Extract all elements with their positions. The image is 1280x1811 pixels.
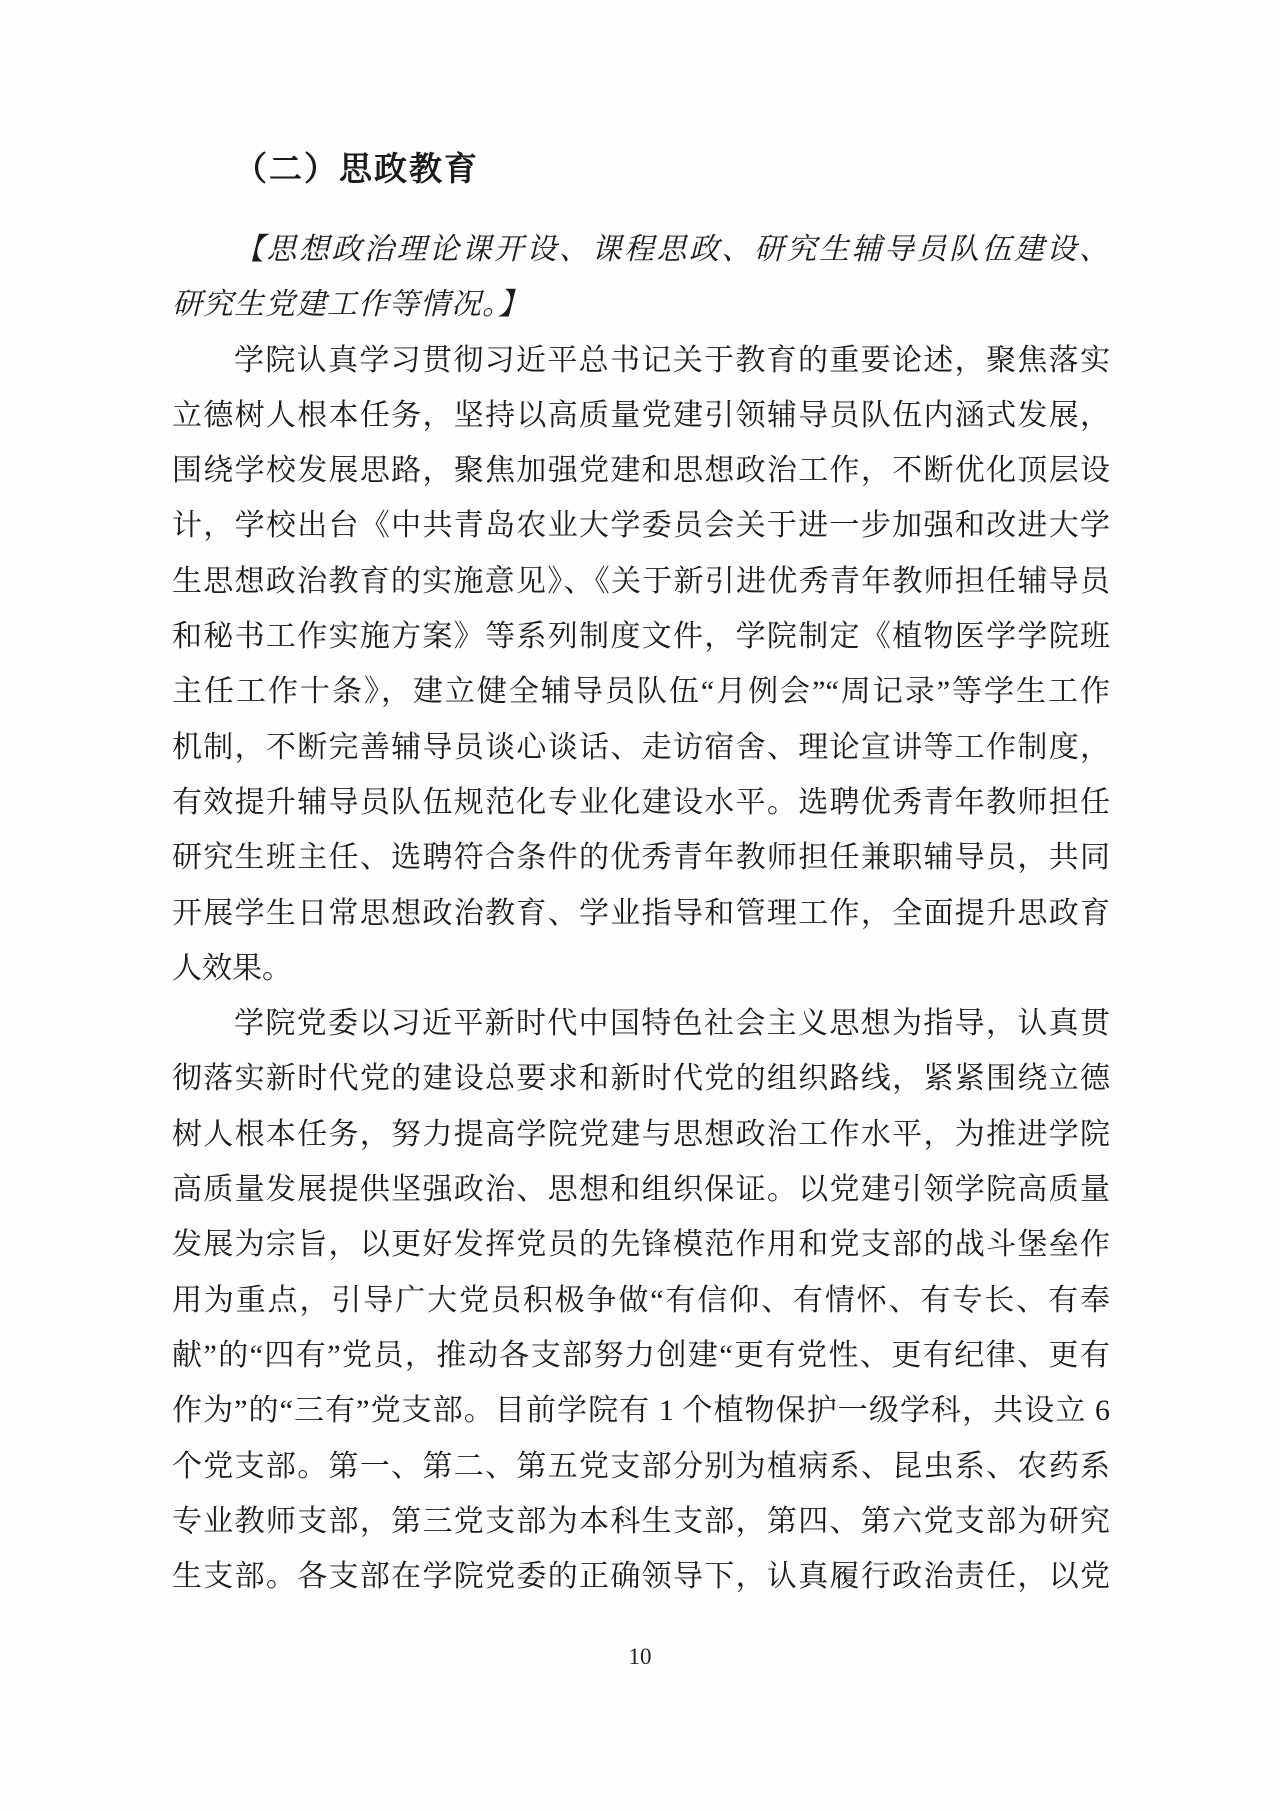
paragraph-line: 计，学校出台《中共青岛农业大学委员会关于进一步加强和改进大学 [172,509,1110,543]
paragraph-line: 和秘书工作实施方案》等系列制度文件，学院制定《植物医学学院班 [172,620,1110,654]
paragraph-line: 研究生班主任、选聘符合条件的优秀青年教师担任兼职辅导员，共同 [172,841,1110,875]
paragraph-line: 机制，不断完善辅导员谈心谈话、走访宿舍、理论宣讲等工作制度， [172,730,1110,764]
paragraph-line: 围绕学校发展思路，聚焦加强党建和思想政治工作，不断优化顶层设 [172,454,1110,488]
paragraph-line: 献”的“四有”党员，推动各支部努力创建“更有党性、更有纪律、更有 [172,1338,1110,1372]
paragraph-line: 高质量发展提供坚强政治、思想和组织保证。以党建引领学院高质量 [172,1173,1110,1207]
paragraph-line: 生思想政治教育的实施意见》、《关于新引进优秀青年教师担任辅导员 [172,564,1110,598]
bracket-note-line: 研究生党建工作等情况。】 [172,288,529,322]
section-heading: （二）思政教育 [234,150,479,187]
paragraph-line: 专业教师支部，第三党支部为本科生支部，第四、第六党支部为研究 [172,1504,1110,1538]
paragraph-line: 用为重点，引导广大党员积极争做“有信仰、有情怀、有专长、有奉 [172,1283,1110,1317]
paragraph-line: 个党支部。第一、第二、第五党支部分别为植病系、昆虫系、农药系 [172,1449,1110,1483]
paragraph-line: 立德树人根本任务，坚持以高质量党建引领辅导员队伍内涵式发展， [172,398,1110,432]
paragraph-line: 人效果。 [172,951,292,985]
paragraph-line: 发展为宗旨，以更好发挥党员的先锋模范作用和党支部的战斗堡垒作 [172,1228,1110,1262]
paragraph-line: 彻落实新时代党的建设总要求和新时代党的组织路线，紧紧围绕立德 [172,1062,1110,1096]
paragraph-line: 开展学生日常思想政治教育、学业指导和管理工作，全面提升思政育 [172,896,1110,930]
paragraph-line: 生支部。各支部在学院党委的正确领导下，认真履行政治责任，以党 [172,1560,1110,1594]
paragraph-line: 有效提升辅导员队伍规范化专业化建设水平。选聘优秀青年教师担任 [172,785,1110,819]
bracket-note-line: 【思想政治理论课开设、课程思政、研究生辅导员队伍建设、 [234,233,1110,266]
paragraph-line: 学院认真学习贯彻习近平总书记关于教育的重要论述，聚焦落实 [234,343,1110,377]
document-content [172,138,1110,1604]
paragraph-line: 学院党委以习近平新时代中国特色社会主义思想为指导，认真贯 [234,1007,1110,1041]
paragraph-line: 树人根本任务，努力提高学院党建与思想政治工作水平，为推进学院 [172,1117,1110,1151]
page-number: 10 [628,1644,652,1669]
paragraph-line: 主任工作十条》，建立健全辅导员队伍“月例会”“周记录”等学生工作 [172,675,1110,709]
paragraph-line: 作为”的“三有”党支部。目前学院有 1 个植物保护一级学科，共设立 6 [172,1394,1110,1428]
